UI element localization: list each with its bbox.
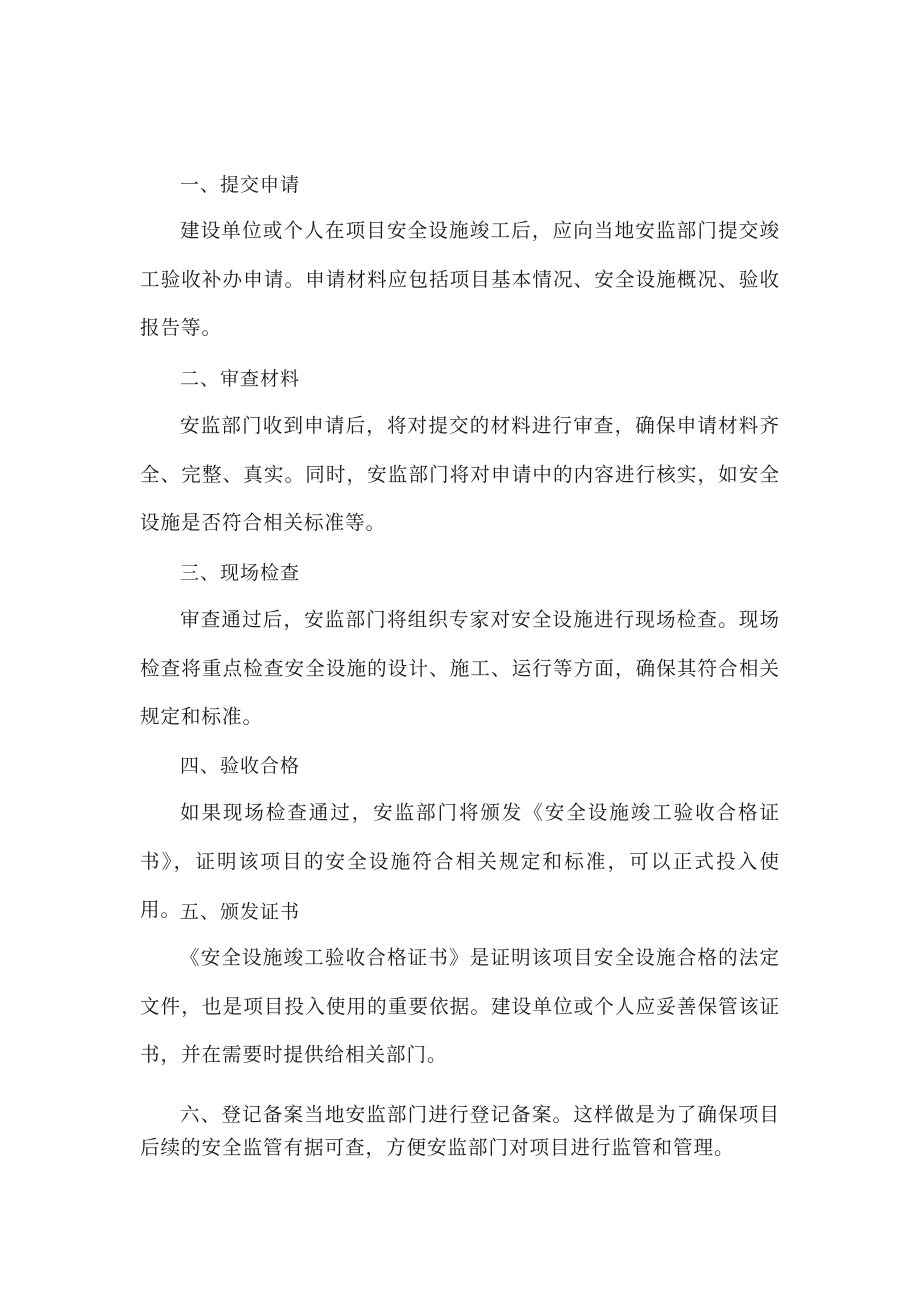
section-4-heading: 四、验收合格: [180, 755, 301, 777]
section-6-paragraph: 六、登记备案当地安监部门进行登记备案。这样做是为了确保项目后续的安全监管有据可查，方便安监部门对项目进行监管和管理。: [140, 1103, 780, 1159]
section-5-body: 《安全设施竣工验收合格证书》是证明该项目安全设施合格的法定文件，也是项目投入使用的重要依据。建设单位或个人应妥善保管该证书，并在需要时提供给相关部门。: [140, 946, 780, 1066]
section-4-body: 如果现场检查通过，安监部门将颁发《安全设施竣工验收合格证书》，证明该项目的安全设施符合相关规定和标准，可以正式投入使用。: [140, 801, 780, 921]
section-3-heading: 三、现场检查: [180, 562, 301, 584]
section-1-heading: 一、提交申请: [180, 174, 301, 196]
section-2-body: 安监部门收到申请后，将对提交的材料进行审查，确保申请材料齐全、完整、真实。同时，安监部门将对申请中的内容进行核实，如安全设施是否符合相关标准等。: [140, 414, 780, 534]
section-1-body: 建设单位或个人在项目安全设施竣工后，应向当地安监部门提交竣工验收补办申请。申请材料应包括项目基本情况、安全设施概况、验收报告等。: [140, 219, 780, 339]
section-2-heading: 二、审查材料: [180, 368, 301, 390]
section-3-body: 审查通过后，安监部门将组织专家对安全设施进行现场检查。现场检查将重点检查安全设施的设计、施工、运行等方面，确保其符合相关规定和标准。: [140, 608, 780, 728]
section-5-heading: 五、颁发证书: [180, 901, 301, 923]
